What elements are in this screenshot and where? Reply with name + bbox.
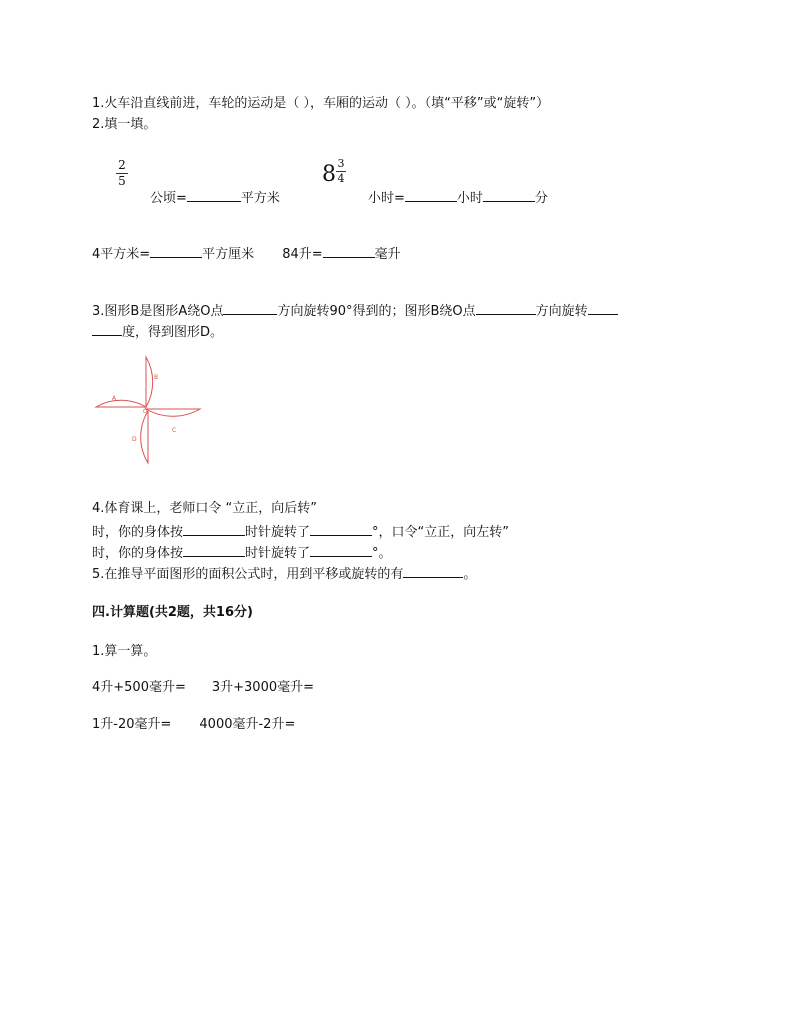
label-d: D — [132, 436, 137, 443]
answer-blank[interactable] — [150, 243, 202, 258]
question-text: 。 — [463, 567, 477, 582]
mixed-whole: 8 — [322, 162, 336, 187]
section-4-title: 四.计算题(共2题，共16分) — [92, 605, 253, 620]
calc-title: 1.算一算。 — [92, 644, 157, 659]
question-3-line2 — [92, 321, 223, 342]
unit-label: 平方米 — [240, 191, 280, 206]
shape-a — [96, 400, 146, 407]
unit-label: 小时 — [456, 191, 483, 206]
question-text: 度，得到图形D。 — [122, 325, 224, 340]
answer-blank[interactable] — [223, 300, 277, 315]
answer-blank[interactable] — [183, 521, 245, 536]
calc-row-1 — [92, 679, 314, 697]
unit-label: 公顷= — [150, 191, 187, 206]
answer-blank[interactable] — [588, 300, 618, 315]
question-5 — [92, 563, 476, 584]
answer-blank[interactable] — [323, 243, 375, 258]
label-c: C — [172, 427, 177, 434]
label-o: O — [143, 409, 147, 415]
calc-row-2 — [92, 716, 295, 734]
fraction-two-fifths — [116, 159, 128, 188]
question-1: 1.火车沿直线前进，车轮的运动是（ ），车厢的运动（ ）。（填“平移”或“旋转”） — [92, 96, 550, 111]
fraction-denominator: 5 — [118, 174, 126, 188]
question-text: °。 — [372, 546, 392, 561]
unit-label: 毫升 — [374, 247, 401, 262]
shape-d — [141, 411, 148, 463]
question-4-line1: 4.体育课上，老师口令 “立正，向后转” — [92, 501, 318, 516]
calc-item: 4升+500毫升= — [92, 680, 186, 695]
question-text: 时，你的身体按 — [92, 546, 184, 561]
mixed-number-eight-three-fourths — [322, 158, 352, 190]
question-3-line1 — [92, 300, 618, 321]
mixed-denominator: 4 — [337, 172, 345, 185]
answer-blank[interactable] — [187, 187, 241, 202]
unit-label: 小时= — [368, 191, 405, 206]
answer-blank[interactable] — [405, 187, 457, 202]
question-text: 方向旋转90°得到的；图形B绕O点 — [277, 304, 476, 319]
calc-item: 4000毫升-2升= — [199, 717, 296, 732]
shape-c — [146, 409, 200, 416]
conversion-hectare — [150, 187, 280, 208]
question-text: °，口令“立正，向左转” — [372, 525, 510, 540]
rotation-figure — [90, 355, 206, 467]
question-text: 时针旋转了 — [245, 525, 311, 540]
label-b: B — [154, 374, 159, 381]
conversion-hours — [368, 187, 548, 208]
answer-blank[interactable] — [183, 542, 245, 557]
question-text: 时针旋转了 — [245, 546, 311, 561]
answer-blank[interactable] — [483, 187, 535, 202]
answer-blank[interactable] — [310, 542, 372, 557]
shape-b — [146, 357, 153, 407]
question-4-line3 — [92, 542, 392, 563]
question-text: 方向旋转 — [535, 304, 588, 319]
fraction-numerator: 2 — [118, 158, 126, 172]
unit-label: 4平方米= — [92, 247, 151, 262]
question-2-title: 2.填一填。 — [92, 117, 157, 132]
answer-blank[interactable] — [92, 321, 122, 336]
label-a: A — [112, 395, 117, 402]
answer-blank[interactable] — [310, 521, 372, 536]
unit-label: 分 — [534, 191, 548, 206]
answer-blank[interactable] — [403, 563, 463, 578]
conversion-row-2 — [92, 243, 401, 264]
mixed-numerator: 3 — [337, 157, 345, 170]
question-4-line2 — [92, 521, 509, 542]
question-text: 3.图形B是图形A绕O点 — [92, 304, 224, 319]
question-text: 5.在推导平面图形的面积公式时，用到平移或旋转的有 — [92, 567, 404, 582]
calc-item: 1升-20毫升= — [92, 717, 172, 732]
unit-label: 84升= — [282, 247, 323, 262]
calc-item: 3升+3000毫升= — [211, 680, 315, 695]
answer-blank[interactable] — [476, 300, 536, 315]
unit-label: 平方厘米 — [202, 247, 255, 262]
question-text: 时，你的身体按 — [92, 525, 184, 540]
